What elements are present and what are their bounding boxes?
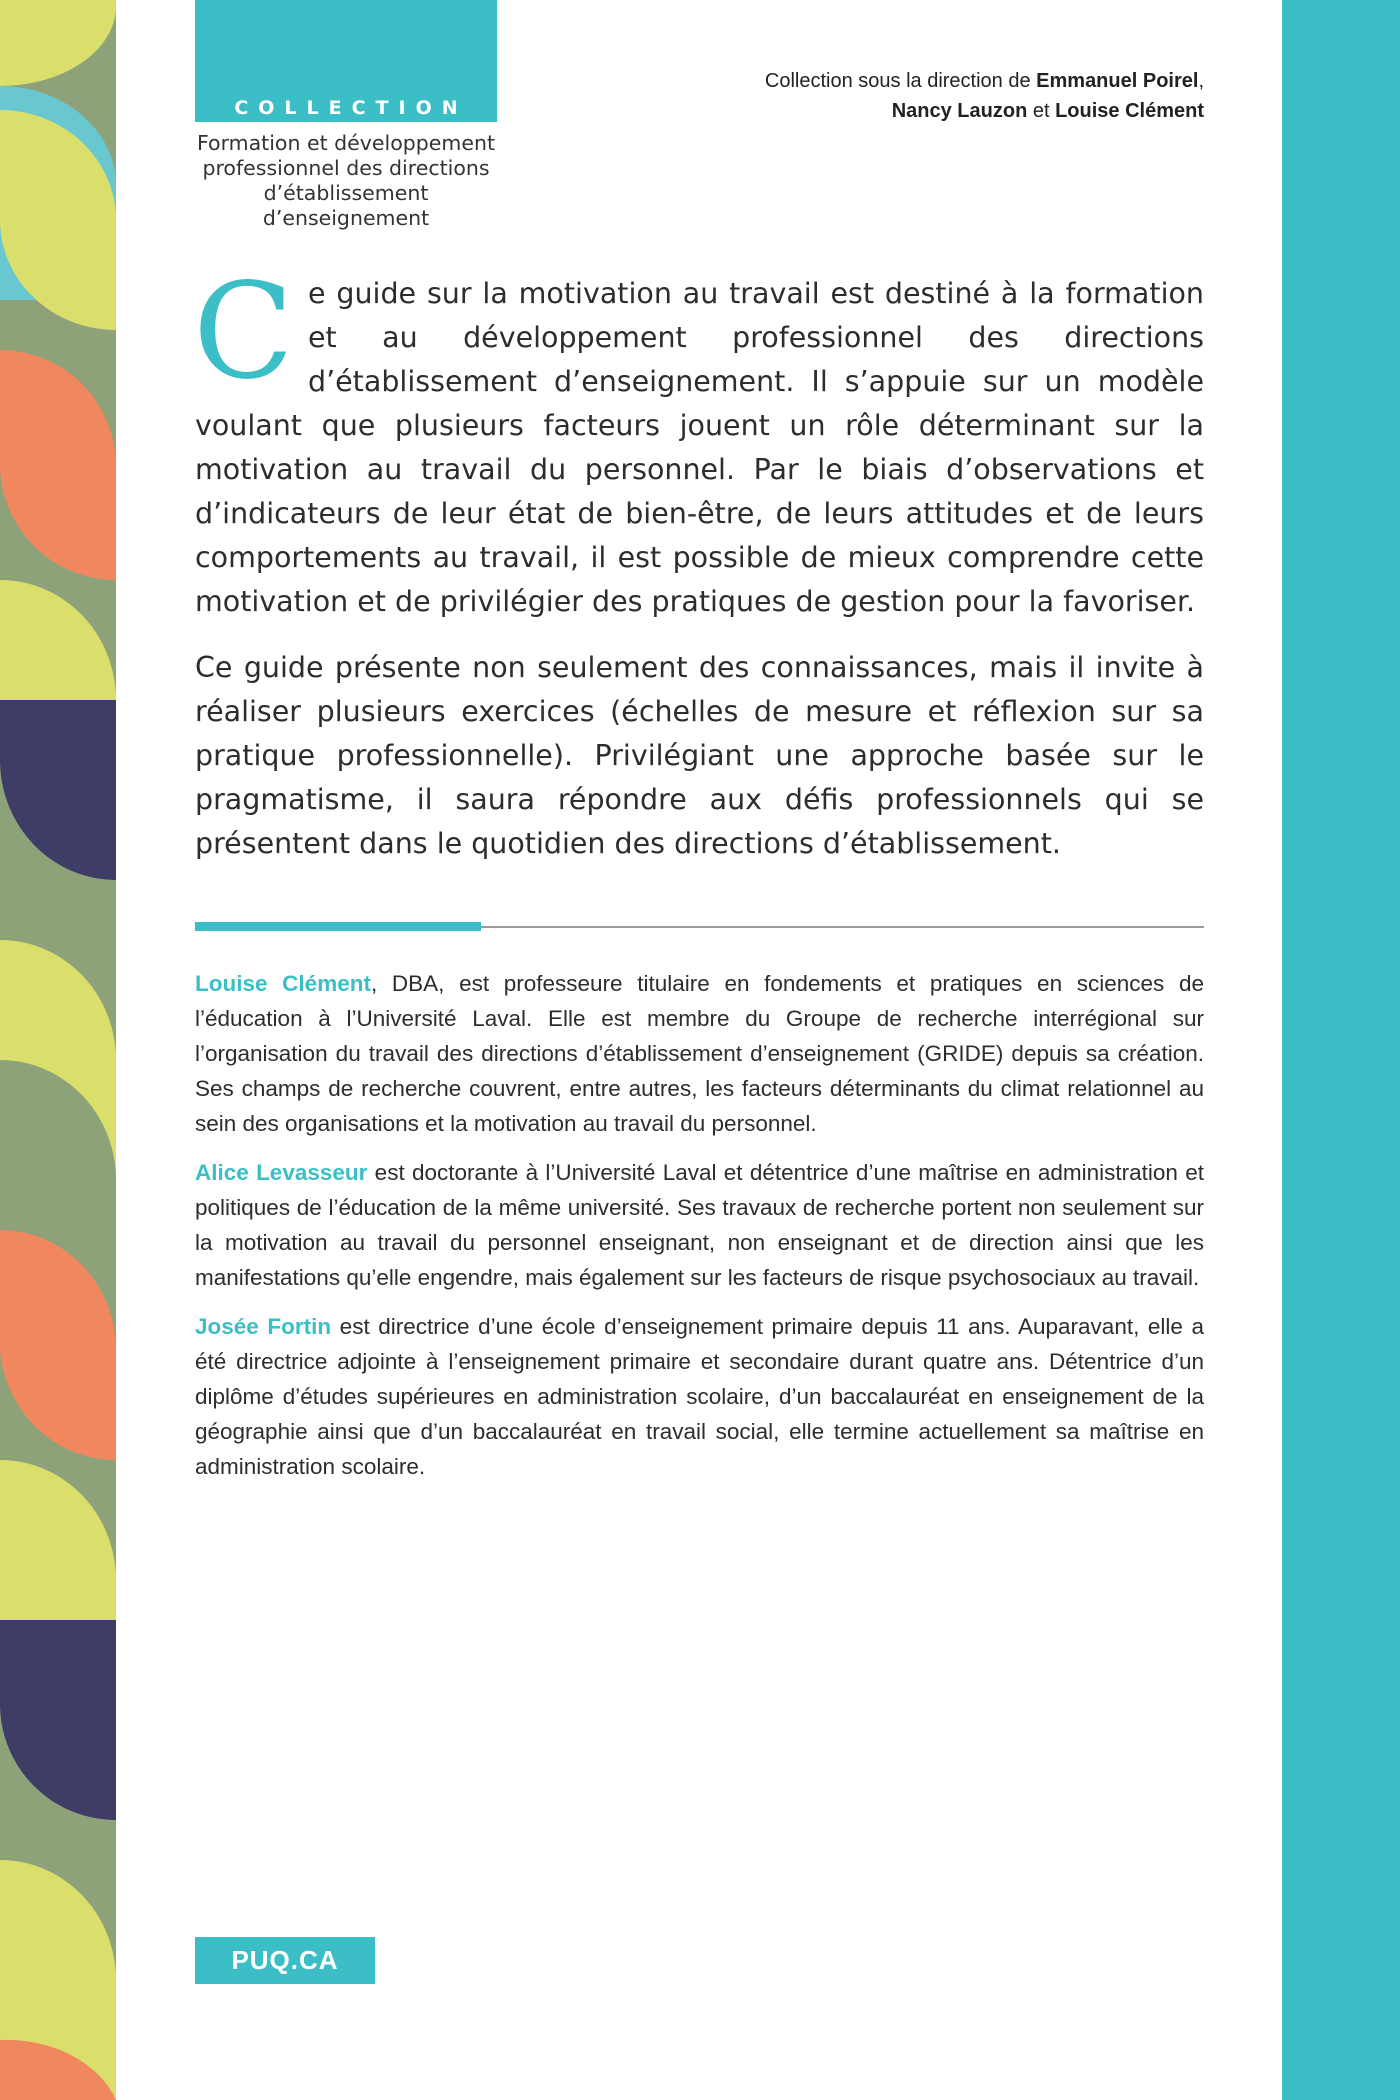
bio-text: , DBA, est professeure titulaire en fondements et pratiques en sciences de l’éducation à l’Université Laval. Elle est membre du Groupe de recherche interrégional sur l’organisation du travail des directions d’établissement d’enseignement (GRIDE) depuis sa création. Ses champs de recherche couvrent, entre autres, les facteurs déterminants du climat relationnel au sein des organisations et la motivation au travail du personnel. [195,971,1204,1136]
author-bios [195,966,1204,1498]
bio-name: Alice Levasseur [195,1160,368,1185]
collection-label: COLLECTION [234,97,468,119]
series-sep-2: et [1027,100,1056,122]
drop-cap: C [193,255,294,409]
series-prefix: Collection sous la direction de [764,70,1037,92]
blurb-paragraph-1 [193,255,1204,624]
collection-description: Formation et développement professionnel des directions d’établissement d’enseignement [196,131,495,230]
series-editor-2: Nancy Lauzon [891,100,1028,122]
series-editor-1: Emmanuel Poirel [1036,70,1199,92]
bio-alice-levasseur [195,1155,1204,1295]
blurb-paragraph-1-text: e guide sur la motivation au travail est destiné à la formation et au développement professionnel des directions d’établissement d’enseignement. Il s’appuie sur un modèle voulant que plusieurs facteurs jouent un rôle déterminant sur la motivation au travail du personnel. Par le biais d’observations et d’indicateurs de leur état de bien-être, de leurs attitudes et de leurs comportements au travail, il est possible de mieux comprendre cette motivation et de privilégier des pratiques de gestion pour la favoriser. [195,277,1204,618]
right-accent-band [1282,0,1400,2100]
publisher-link[interactable]: PUQ.CA [195,1937,375,1984]
bio-name: Josée Fortin [195,1314,332,1339]
decorative-pattern-strip [0,0,116,2100]
series-sep-1: , [1198,70,1204,92]
bio-text: est doctorante à l’Université Laval et détentrice d’une maîtrise en administration et politiques de l’éducation de la même université. Ses travaux de recherche portent non seulement sur la motivation au travail du personnel enseignant, non enseignant et de direction ainsi que les manifestations qu’elle engendre, mais également sur les facteurs de risque psychosociaux au travail. [195,1160,1204,1290]
bio-josee-fortin [195,1309,1204,1484]
series-editor-3: Louise Clément [1055,100,1204,122]
bio-louise-clement [195,966,1204,1141]
bio-name: Louise Clément [195,971,371,996]
blurb-paragraph-2: Ce guide présente non seulement des connaissances, mais il invite à réaliser plusieurs exercices (échelles de mesure et réflexion sur sa pratique professionnelle). Privilégiant une approche basée sur le pragmatisme, il saura répondre aux défis professionnels qui se présentent dans le quotidien des directions d’établissement. [195,651,1204,860]
book-blurb [193,255,1204,888]
series-editors [644,66,1204,126]
bio-text: est directrice d’une école d’enseignement primaire depuis 11 ans. Auparavant, elle a été directrice adjointe à l’enseignement primaire et secondaire durant quatre ans. Détentrice d’un diplôme d’études supérieures en administration scolaire, d’un baccalauréat en enseignement de la géographie ainsi que d’un baccalauréat en travail social, elle termine actuellement sa maîtrise en administration scolaire. [195,1314,1205,1479]
section-divider-accent [195,922,481,931]
collection-tab [195,0,497,122]
